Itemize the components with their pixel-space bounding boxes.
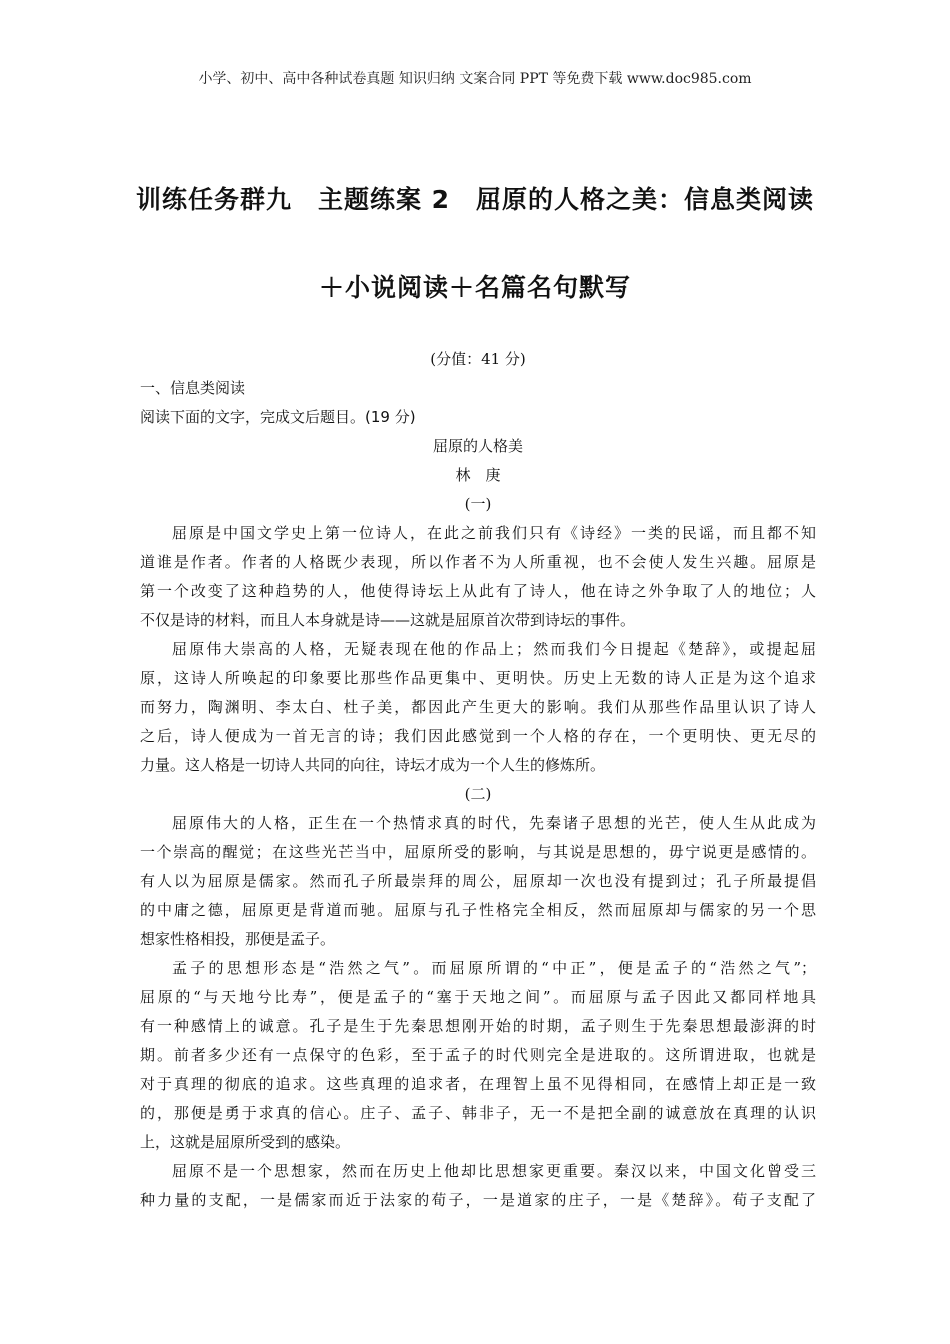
text-line: 对于真理的彻底的追求。这些真理的追求者，在理智上虽不见得相同，在感情上却正是一致 (140, 1075, 816, 1093)
text-line: 第一个改变了这种趋势的人，他使得诗坛上从此有了诗人，他在诗之外争取了人的地位；人 (140, 582, 816, 600)
section-heading: 一、信息类阅读 (140, 379, 246, 397)
text-line: 孟子的思想形态是“浩然之气”。而屈原所谓的“中正”，便是孟子的“浩然之气”； (172, 959, 816, 977)
page-header: 小学、初中、高中各种试卷真题 知识归纳 文案合同 PPT 等免费下载 www.doc985.com (198, 71, 752, 87)
text-line: 的，那便是勇于求真的信心。庄子、孟子、韩非子，无一不是把全副的诚意放在真理的认识 (140, 1104, 816, 1122)
document-body (140, 345, 816, 1215)
text-line: 想家性格相投，那便是孟子。 (140, 930, 336, 948)
text-line: 屈原是中国文学史上第一位诗人，在此之前我们只有《诗经》一类的民谣，而且都不知 (172, 524, 816, 542)
instruction: 阅读下面的文字，完成文后题目。(19 分) (140, 408, 416, 426)
article-author: 林 庚 (455, 466, 501, 484)
text-line: 道谁是作者。作者的人格既少表现，所以作者不为人所重视，也不会使人发生兴趣。屈原是 (140, 553, 816, 571)
part-heading-2: (二) (464, 785, 492, 803)
text-line: 之后，诗人便成为一首无言的诗；我们因此感觉到一个人格的存在，一个更明快、更无尽的 (140, 727, 816, 745)
article-title: 屈原的人格美 (432, 437, 523, 455)
text-line: 有一种感情上的诚意。孔子是生于先秦思想刚开始的时期，孟子则生于先秦思想最澎湃的时 (140, 1017, 816, 1035)
text-line: 原，这诗人所唤起的印象要比那些作品更集中、更明快。历史上无数的诗人正是为这个追求 (140, 669, 816, 687)
text-line: 屈原伟大崇高的人格，无疑表现在他的作品上；然而我们今日提起《楚辞》，或提起屈 (172, 640, 816, 658)
text-line: 期。前者多少还有一点保守的色彩，至于孟子的时代则完全是进取的。这所谓进取，也就是 (140, 1046, 816, 1064)
part-heading-1: (一) (464, 495, 492, 513)
text-line: 有人以为屈原是儒家。然而孔子所最崇拜的周公，屈原却一次也没有提到过；孔子所最提倡 (140, 872, 816, 890)
part-2-text (140, 809, 816, 1215)
text-line: 不仅是诗的材料，而且人本身就是诗——这就是屈原首次带到诗坛的事件。 (140, 611, 636, 629)
score: (分值：41 分) (430, 350, 526, 368)
text-line: 的中庸之德，屈原更是背道而驰。屈原与孔子性格完全相反，然而屈原却与儒家的另一个思 (140, 901, 816, 919)
document-title-line2: ＋小说阅读＋名篇名句默写 (318, 273, 631, 302)
document-title-line1: 训练任务群九 主题练案 2 屈原的人格之美：信息类阅读 (135, 185, 815, 214)
text-line: 力量。这人格是一切诗人共同的向往，诗坛才成为一个人生的修炼所。 (140, 756, 606, 774)
text-line: 而努力，陶渊明、李太白、杜子美，都因此产生更大的影响。我们从那些作品里认识了诗人 (140, 698, 816, 716)
part-1-text (140, 519, 816, 780)
text-line: 种力量的支配，一是儒家而近于法家的荀子，一是道家的庄子，一是《楚辞》。荀子支配了 (140, 1191, 816, 1209)
text-line: 上，这就是屈原所受到的感染。 (140, 1133, 351, 1151)
text-line: 屈原的“与天地兮比寿”，便是孟子的“塞于天地之间”。而屈原与孟子因此又都同样地具 (140, 988, 816, 1006)
text-line: 一个崇高的醒觉；在这些光芒当中，屈原所受的影响，与其说是思想的，毋宁说更是感情的。 (140, 843, 816, 861)
text-line: 屈原伟大的人格，正生在一个热情求真的时代，先秦诸子思想的光芒，使人生从此成为 (172, 814, 816, 832)
text-line: 屈原不是一个思想家，然而在历史上他却比思想家更重要。秦汉以来，中国文化曾受三 (172, 1162, 816, 1180)
